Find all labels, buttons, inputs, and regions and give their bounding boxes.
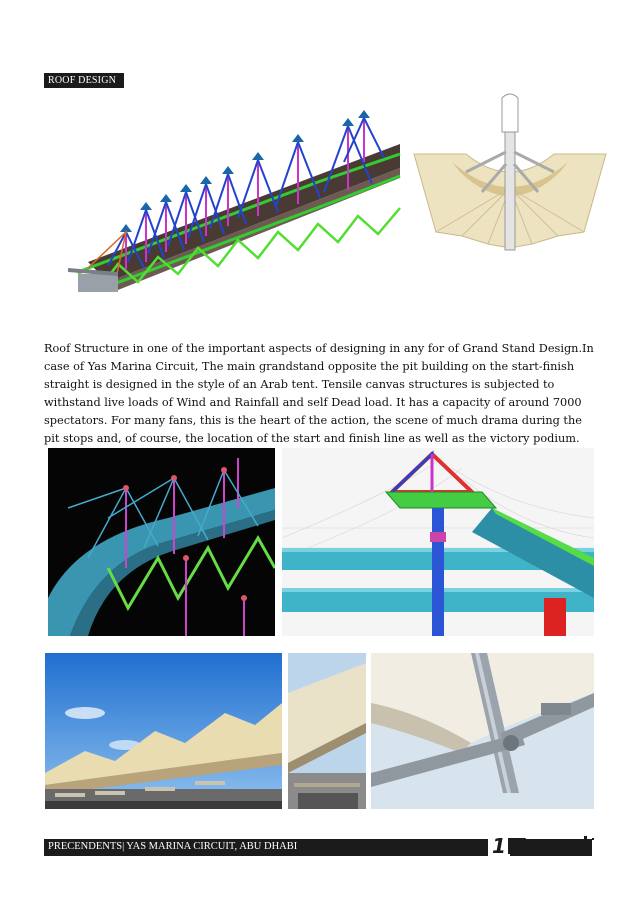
roof-structure-render-dark <box>48 448 275 636</box>
section-title: ROOF DESIGN <box>44 73 124 88</box>
footer-label-prefix: PRECENDENTS <box>48 841 123 852</box>
joint-detail-render <box>282 448 594 636</box>
footer-label-rest: YAS MARINA CIRCUIT, ABU DHABI <box>126 841 298 852</box>
roof-plan-view <box>412 92 608 252</box>
page-number: 1 <box>488 835 510 857</box>
body-paragraph: Roof Structure in one of the important aspects of designing in any for of Grand Stand Design.In case of Yas Marina Circuit, The main grandstand opposite the pit building on the start-finish straight is designed in the style of an Arab tent. Tensile canvas structures is subjected to withstand live loads of Wind and Rainfall and self Dead load. It has a capacity of around 7000 spectators. For many fans, this is the heart of the action, the scene of much drama during the pit stops and, of course, the location of the start and finish line as well as the victory podium. <box>44 342 594 445</box>
grandstand-photo <box>45 653 282 809</box>
tent-roof-side-photo <box>288 653 366 809</box>
footer-separator: | <box>122 841 125 852</box>
checkered-flag-icon <box>508 834 596 858</box>
mast-detail-photo <box>371 653 594 809</box>
footer-caption <box>48 841 297 852</box>
roof-truss-3d-model <box>48 92 404 306</box>
